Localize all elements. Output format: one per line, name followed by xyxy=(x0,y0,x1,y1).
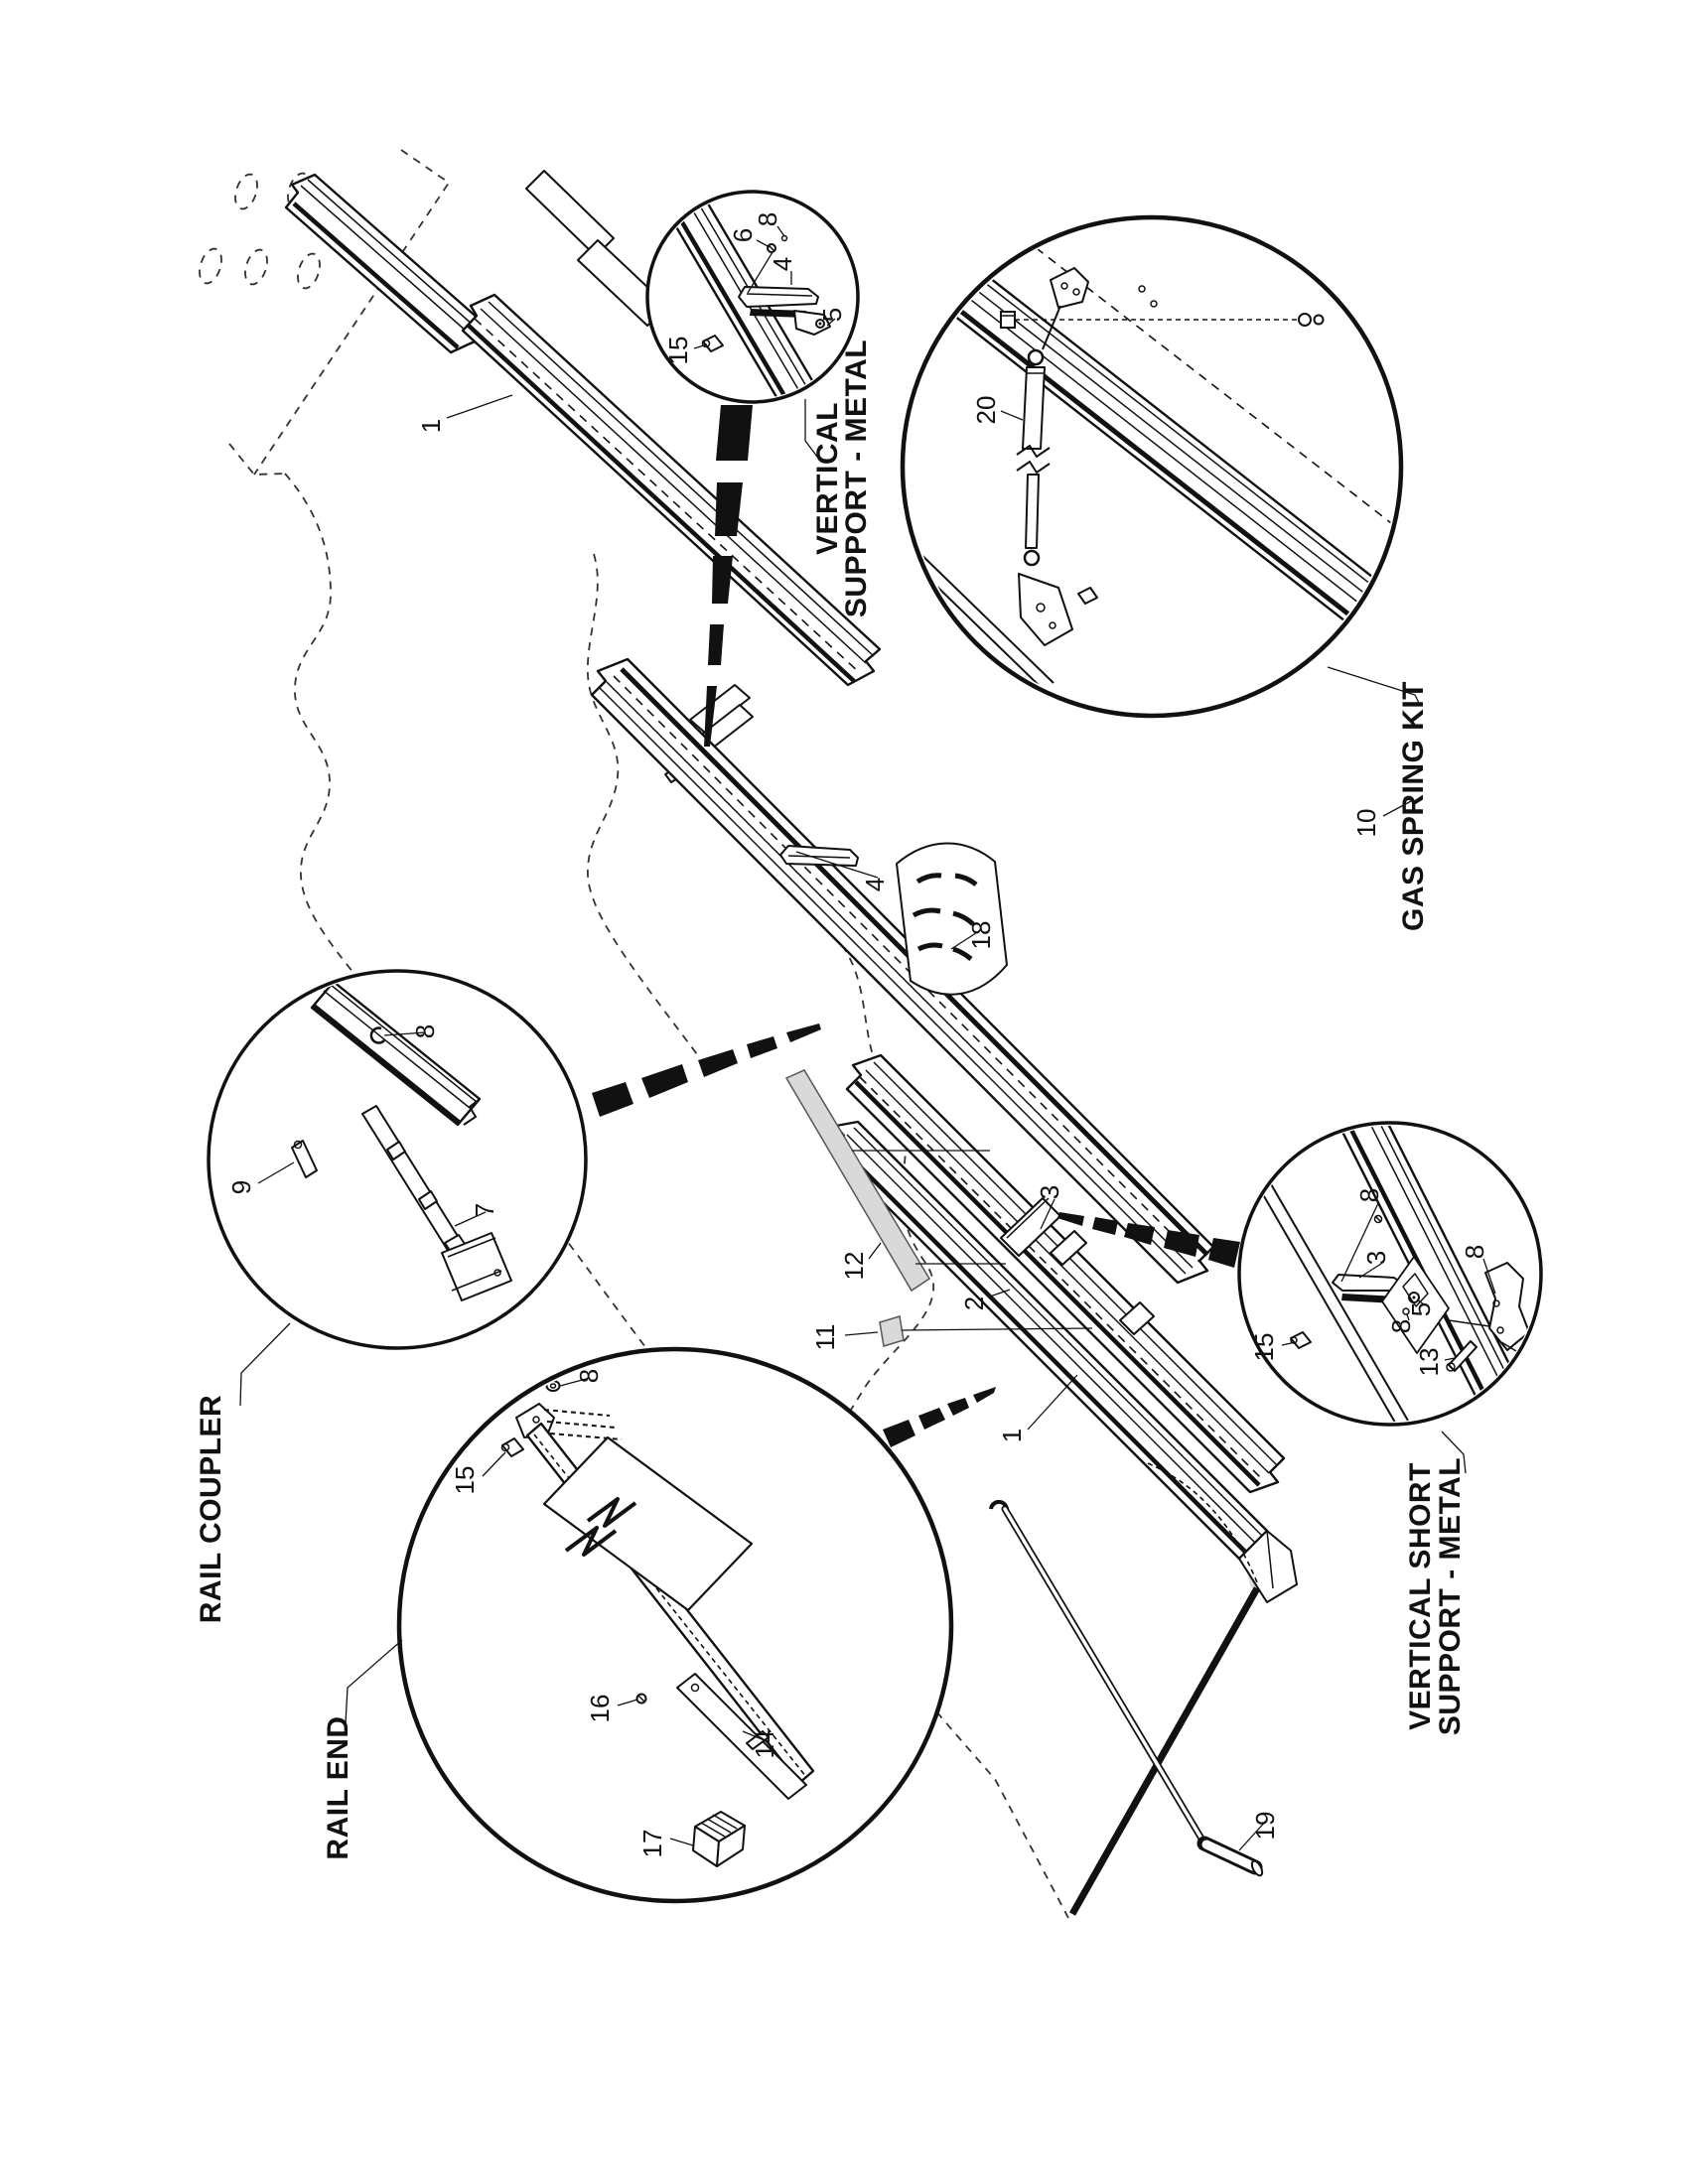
part-label-16: 16 xyxy=(585,1694,615,1723)
part-label-18: 18 xyxy=(966,920,996,950)
vent-flap-18 xyxy=(897,843,1007,994)
part-label-1: 1 xyxy=(416,418,446,434)
part-label-1: 1 xyxy=(997,1428,1027,1443)
callout-rail-coupler xyxy=(209,971,586,1348)
part-label-4: 4 xyxy=(860,877,890,892)
part-label-12: 12 xyxy=(839,1251,869,1281)
part-label-15: 15 xyxy=(1249,1332,1279,1362)
callout-vertical-short-support xyxy=(1239,1112,1541,1428)
shim-11 xyxy=(880,1316,904,1346)
part-label-8: 8 xyxy=(1354,1187,1384,1203)
callout-label-vertical-short-support-metal-line1: VERTICAL SHORT xyxy=(1404,1462,1437,1730)
wedge-rail-coupler xyxy=(592,1024,821,1117)
part-label-2: 2 xyxy=(959,1296,989,1311)
callout-label-gas-spring-kit-line1: GAS SPRING KIT xyxy=(1397,680,1430,932)
callout-label-vertical-support-metal-line2: SUPPORT - METAL xyxy=(840,339,873,618)
part-label-3: 3 xyxy=(1035,1184,1064,1200)
part-label-9: 9 xyxy=(226,1179,256,1195)
callout-label-vertical-short-support-metal-line2: SUPPORT - METAL xyxy=(1434,1456,1467,1736)
part-label-17: 17 xyxy=(637,1829,667,1858)
part-label-14: 14 xyxy=(750,1729,779,1759)
part-label-8: 8 xyxy=(574,1368,604,1384)
ground-line xyxy=(1072,1588,1257,1914)
part-label-8: 8 xyxy=(1460,1244,1489,1260)
callout-label-vertical-support-metal-line1: VERTICAL xyxy=(811,402,844,555)
clamp-bar-4 xyxy=(780,846,858,866)
part-label-10: 10 xyxy=(1351,808,1381,838)
part-label-15: 15 xyxy=(663,336,693,365)
part-label-13: 13 xyxy=(1414,1347,1444,1377)
part-label-5: 5 xyxy=(1406,1301,1436,1317)
part-label-8: 8 xyxy=(753,211,782,227)
callout-label-rail-end-line1: RAIL END xyxy=(322,1715,354,1860)
part-label-7: 7 xyxy=(470,1202,499,1218)
part-label-4: 4 xyxy=(768,256,797,272)
part-label-6: 6 xyxy=(728,227,758,243)
mount-bolt xyxy=(1001,312,1015,328)
part-label-15: 15 xyxy=(450,1465,480,1495)
part-label-8: 8 xyxy=(1386,1318,1416,1334)
callout-gas-spring-kit xyxy=(903,217,1404,716)
part-label-8: 8 xyxy=(410,1024,440,1039)
callout-label-rail-coupler-line1: RAIL COUPLER xyxy=(195,1394,227,1624)
part-label-20: 20 xyxy=(971,395,1001,425)
rail-section-upper xyxy=(286,175,480,352)
part-label-3: 3 xyxy=(1361,1250,1391,1266)
part-label-5: 5 xyxy=(817,307,847,323)
part-label-11: 11 xyxy=(810,1323,840,1351)
callout-rail-end xyxy=(399,1349,951,1901)
part-label-19: 19 xyxy=(1250,1811,1280,1841)
